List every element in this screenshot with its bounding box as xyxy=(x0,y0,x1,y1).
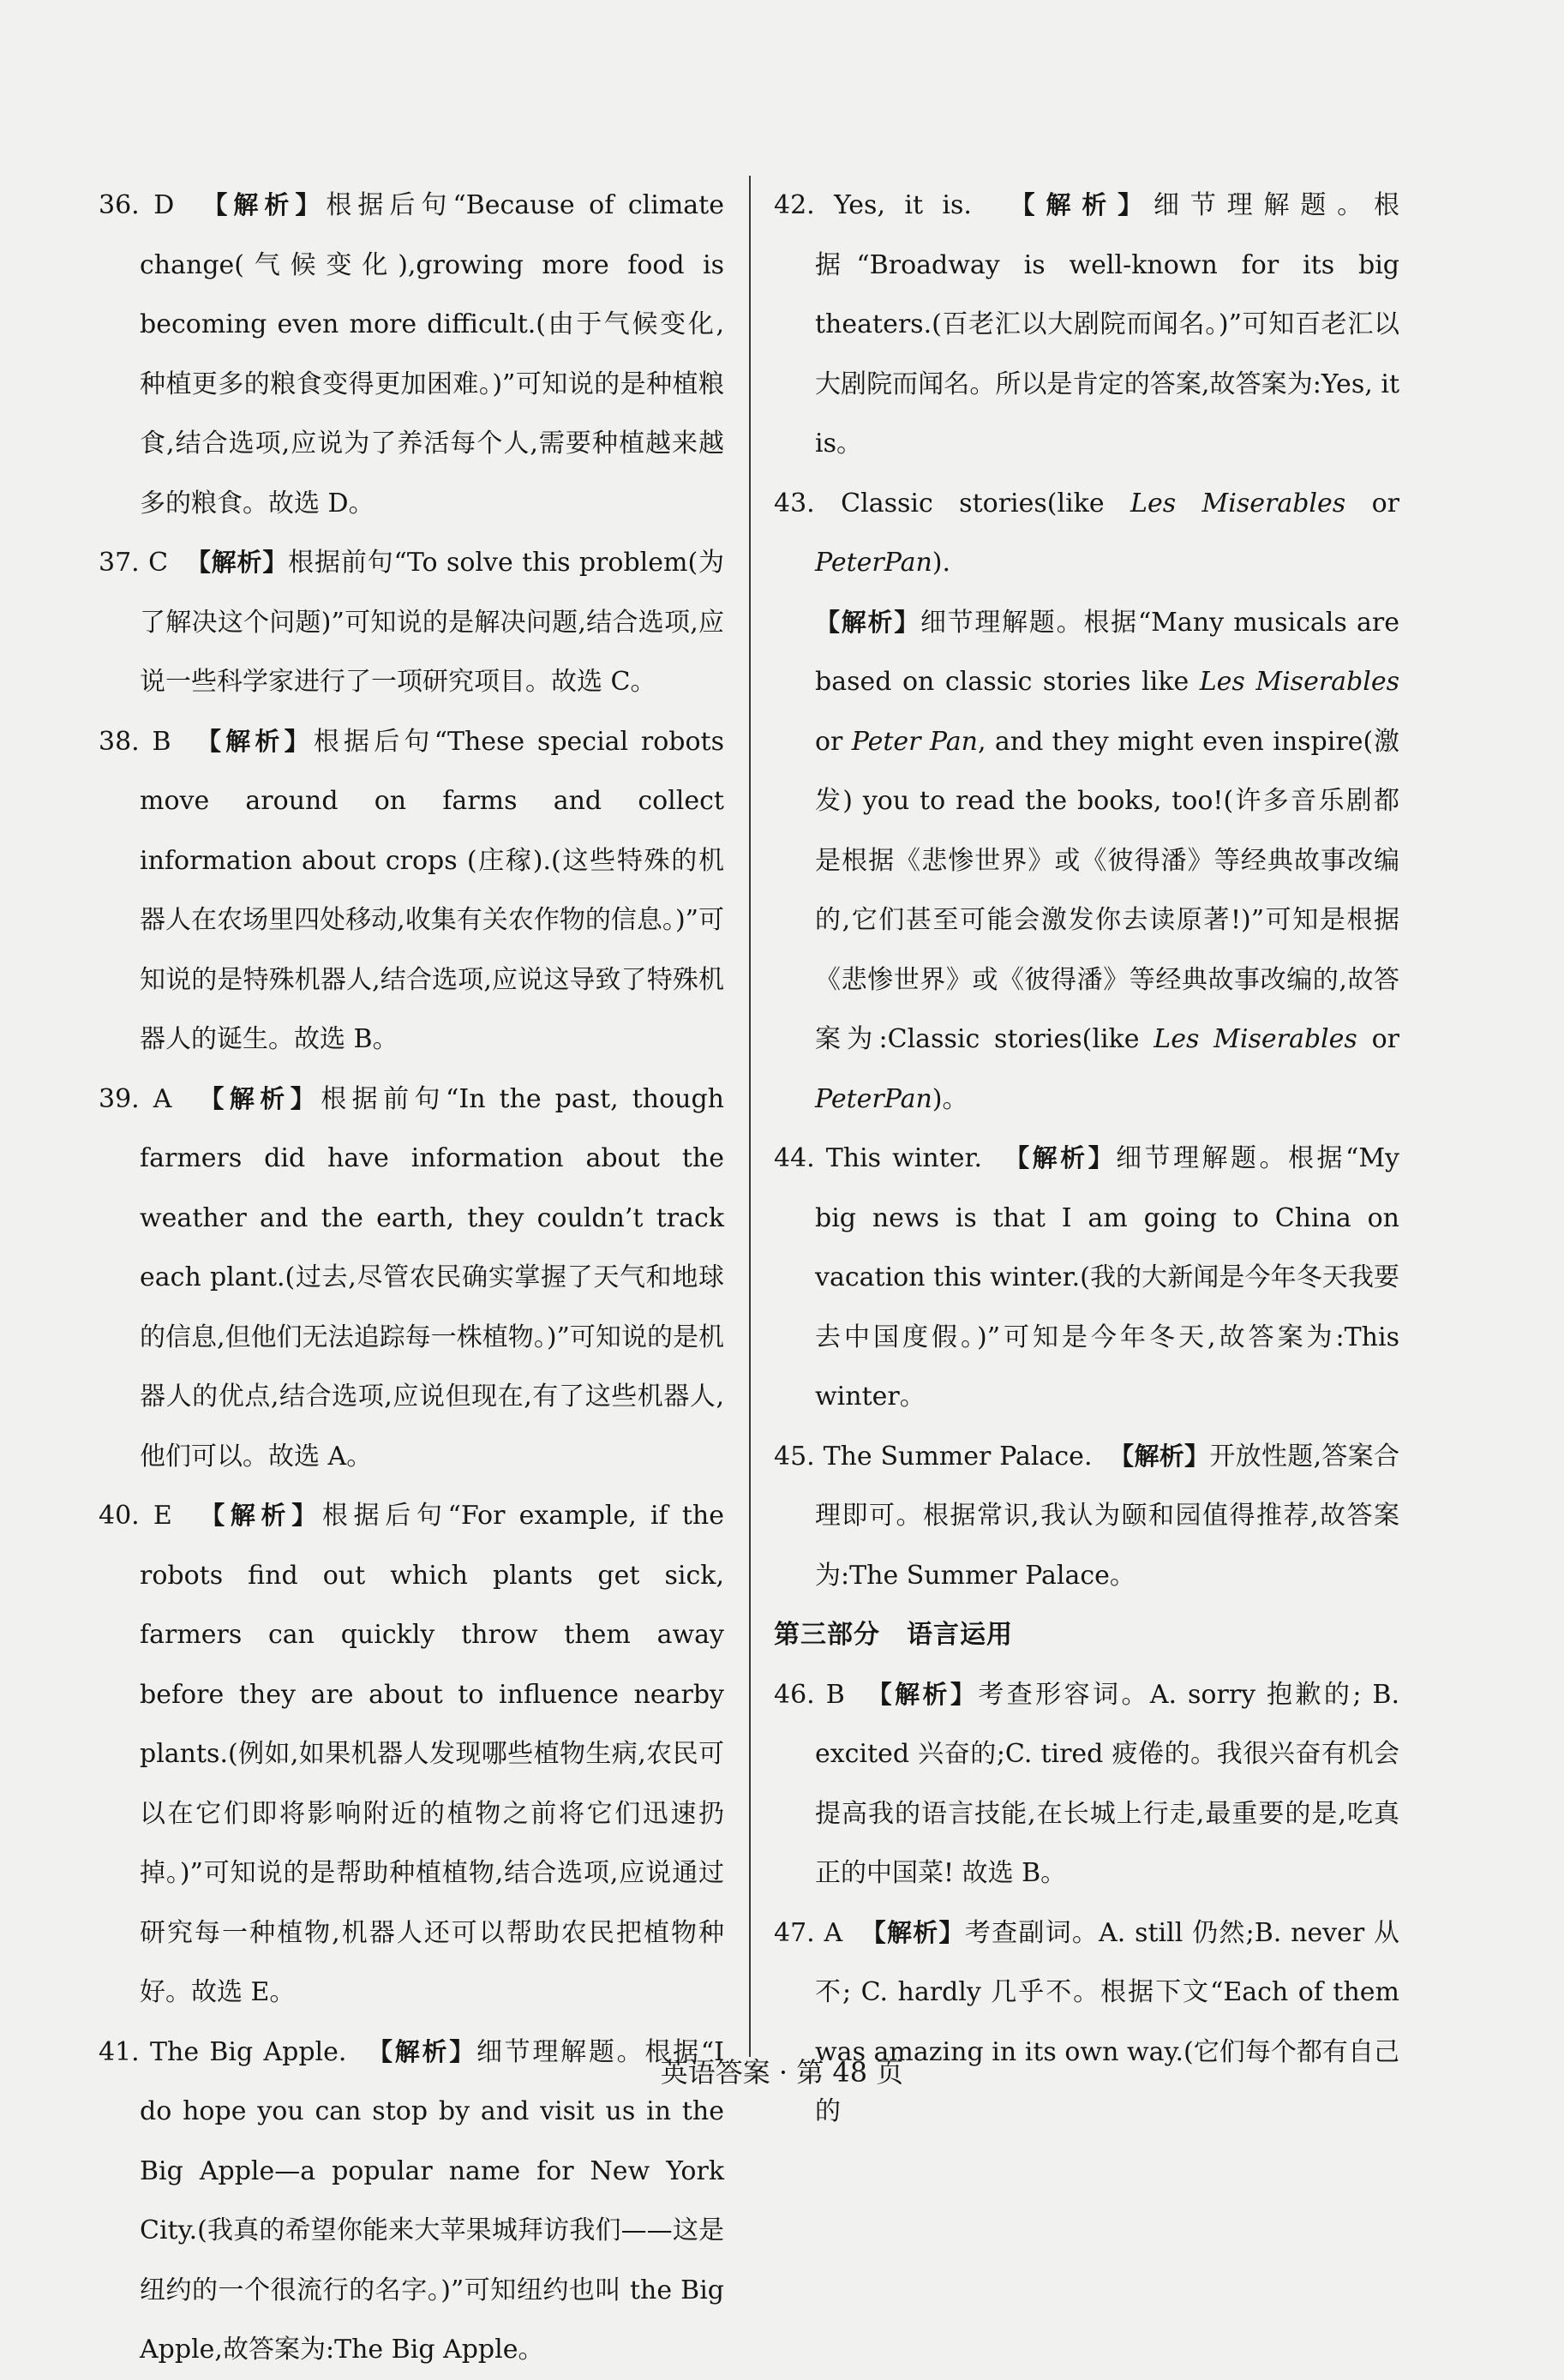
answer-item-39 xyxy=(99,1070,724,1487)
analysis-text: 细节理解题。根据“I do hope you can stop by and visit us in the Big Apple—a popular name for New York City.(我真的希望你能来大苹果城拜访我们——这是纽约的一个很流行的名字。)”可知纽约也叫 the Big Apple,故答案为:The Big Apple。 xyxy=(140,2036,724,2365)
answer-item-37 xyxy=(99,533,724,712)
item-number: 46. xyxy=(774,1679,815,1710)
analysis-text: 根据前句“To solve this problem(为了解决这个问题)”可知说的是解决问题,结合选项,应说一些科学家进行了一项研究项目。故选 C。 xyxy=(140,548,724,697)
analysis-text: 根据后句“Because of climate change(气候变化),growing more food is becoming even more difficult.(由于气候变化,种植更多的粮食变得更加困难。)”可知说的是种植粮食,结合选项,应说为了养活每个人,需要种植越来越多的粮食。故选 D。 xyxy=(140,190,724,519)
analysis-text: 开放性题,答案合理即可。根据常识,我认为颐和园值得推荐,故答案为:The Summer Palace。 xyxy=(815,1441,1399,1591)
item-number: 37. xyxy=(99,548,140,578)
item-answer: A xyxy=(153,1083,172,1114)
item-number: 41. xyxy=(99,2036,140,2067)
analysis-tag: 【解析】 xyxy=(1004,1143,1117,1172)
analysis-tag: 【解析】 xyxy=(185,548,289,577)
analysis-text: 根据前句“In the past, though farmers did have information about the weather and the earth, they couldn’t track each plant.(过去,尽管农民确实掌握了天气和地球的信息,但他们无法追踪每一株植物。)”可知说的是机器人的优点,结合选项,应说但现在,有了这些机器人,他们可以。故选 A。 xyxy=(140,1083,724,1472)
item-answer: The Big Apple. xyxy=(150,2036,347,2067)
analysis-text-b: or xyxy=(815,726,852,757)
item-number: 38. xyxy=(99,726,140,757)
analysis-tag: 【解析】 xyxy=(199,1083,321,1113)
item-answer: D xyxy=(153,190,175,220)
item-number: 42. xyxy=(774,190,815,220)
item-answer: B xyxy=(825,1679,845,1710)
analysis-tag: 【解析】 xyxy=(860,1917,965,1947)
section-title: 第三部分 语言运用 xyxy=(774,1620,1013,1650)
item-answer: A xyxy=(824,1917,843,1948)
analysis-tag: 【解析】 xyxy=(1109,1441,1210,1471)
analysis-text-c: , and they might even inspire(激发) you to read the books, too!(许多音乐剧都是根据《悲惨世界》或《彼得潘》等经典故事改编的,它们甚至可能会激发你去读原著!)”可知是根据《悲惨世界》或《彼得潘》等经典故事改编的,故答案为:Classic stories(like xyxy=(815,726,1399,1054)
item-answer-title-1: Les Miserables xyxy=(1130,488,1346,519)
analysis-text-a: 细节理解题。根据“Many musicals are based on classic stories like xyxy=(815,607,1399,697)
answer-item-47 xyxy=(774,1903,1399,2142)
item-answer-mid: or xyxy=(1345,488,1399,519)
item-answer-post: ). xyxy=(932,548,951,578)
item-answer: C xyxy=(148,548,169,578)
answer-item-38 xyxy=(99,712,724,1070)
analysis-tag: 【解析】 xyxy=(196,726,314,756)
item-answer: This winter. xyxy=(825,1143,983,1173)
analysis-tag: 【解析】 xyxy=(200,1501,322,1530)
item-number: 36. xyxy=(99,190,140,220)
item-answer-title-2: PeterPan xyxy=(815,548,932,578)
item-answer: B xyxy=(152,726,171,757)
item-number: 39. xyxy=(99,1083,140,1114)
analysis-title-1: Les Miserables xyxy=(1199,667,1400,697)
answer-item-43 xyxy=(774,474,1399,1130)
item-answer: E xyxy=(153,1501,172,1531)
analysis-text: 考查形容词。A. sorry 抱歉的; B. excited 兴奋的;C. tired 疲倦的。我很兴奋有机会提高我的语言技能,在长城上行走,最重要的是,吃真正的中国菜! 故选 B。 xyxy=(815,1679,1399,1888)
analysis-text: 细节理解题。根据“Broadway is well-known for its big theaters.(百老汇以大剧院而闻名。)”可知百老汇以大剧院而闻名。所以是肯定的答案,故答案为:Yes, it is。 xyxy=(815,190,1399,459)
analysis-tag: 【解析】 xyxy=(815,607,920,637)
analysis-text-d: or xyxy=(1357,1024,1399,1054)
answer-item-42 xyxy=(774,176,1399,474)
analysis-title-4: PeterPan xyxy=(815,1083,932,1114)
item-number: 40. xyxy=(99,1501,140,1531)
analysis-text: 根据后句“These special robots move around on farms and collect information about crops (庄稼).(这些特殊的机器人在农场里四处移动,收集有关农作物的信息。)”可知说的是特殊机器人,结合选项,应说这导致了特殊机器人的诞生。故选 B。 xyxy=(140,726,725,1054)
analysis-text: 细节理解题。根据“My big news is that I am going to China on vacation this winter.(我的大新闻是今年冬天我要去中国度假。)”可知是今年冬天,故答案为:This winter。 xyxy=(815,1143,1399,1412)
item-number: 47. xyxy=(774,1917,815,1948)
column-divider xyxy=(749,176,751,2057)
answer-item-36 xyxy=(99,176,724,533)
item-number: 45. xyxy=(774,1441,815,1472)
analysis-text-e: )。 xyxy=(932,1083,968,1114)
footer-page-number: 第 48 页 xyxy=(796,2056,904,2089)
analysis-tag: 【解析】 xyxy=(1010,190,1154,219)
answer-item-46 xyxy=(774,1665,1399,1903)
answer-item-40 xyxy=(99,1486,724,2023)
analysis-text: 根据后句“For example, if the robots find out which plants get sick, farmers can quickly throw them away before they are about to influence nearby plants.(例如,如果机器人发现哪些植物生病,农民可以在它们即将影响附近的植物之前将它们迅速扔掉。)”可知说的是帮助种植植物,结合选项,应说通过研究每一种植物,机器人还可以帮助农民把植物种好。故选 E。 xyxy=(140,1501,724,2007)
analysis-tag: 【解析】 xyxy=(367,2036,476,2066)
answer-item-44 xyxy=(774,1129,1399,1427)
left-column xyxy=(99,176,724,2380)
analysis-title-3: Les Miserables xyxy=(1154,1024,1357,1054)
page-footer xyxy=(0,2051,1564,2090)
right-column xyxy=(774,176,1399,2142)
analysis-tag: 【解析】 xyxy=(202,190,327,219)
analysis-tag: 【解析】 xyxy=(866,1679,979,1709)
item-number: 44. xyxy=(774,1143,815,1173)
item-number: 43. xyxy=(774,488,815,519)
footer-separator: · xyxy=(778,2056,788,2089)
item-answer-pre: Classic stories(like xyxy=(841,488,1131,519)
answer-item-45 xyxy=(774,1427,1399,1606)
analysis-title-2: Peter Pan xyxy=(851,726,978,757)
item-answer: The Summer Palace. xyxy=(823,1441,1093,1472)
item-answer: Yes, it is. xyxy=(834,190,972,220)
analysis-text: 考查副词。A. still 仍然;B. never 从不; C. hardly 几乎不。根据下文“Each of them was amazing in its own way.(它们每个都有自己的 xyxy=(815,1917,1399,2126)
footer-subject: 英语答案 xyxy=(660,2056,770,2089)
